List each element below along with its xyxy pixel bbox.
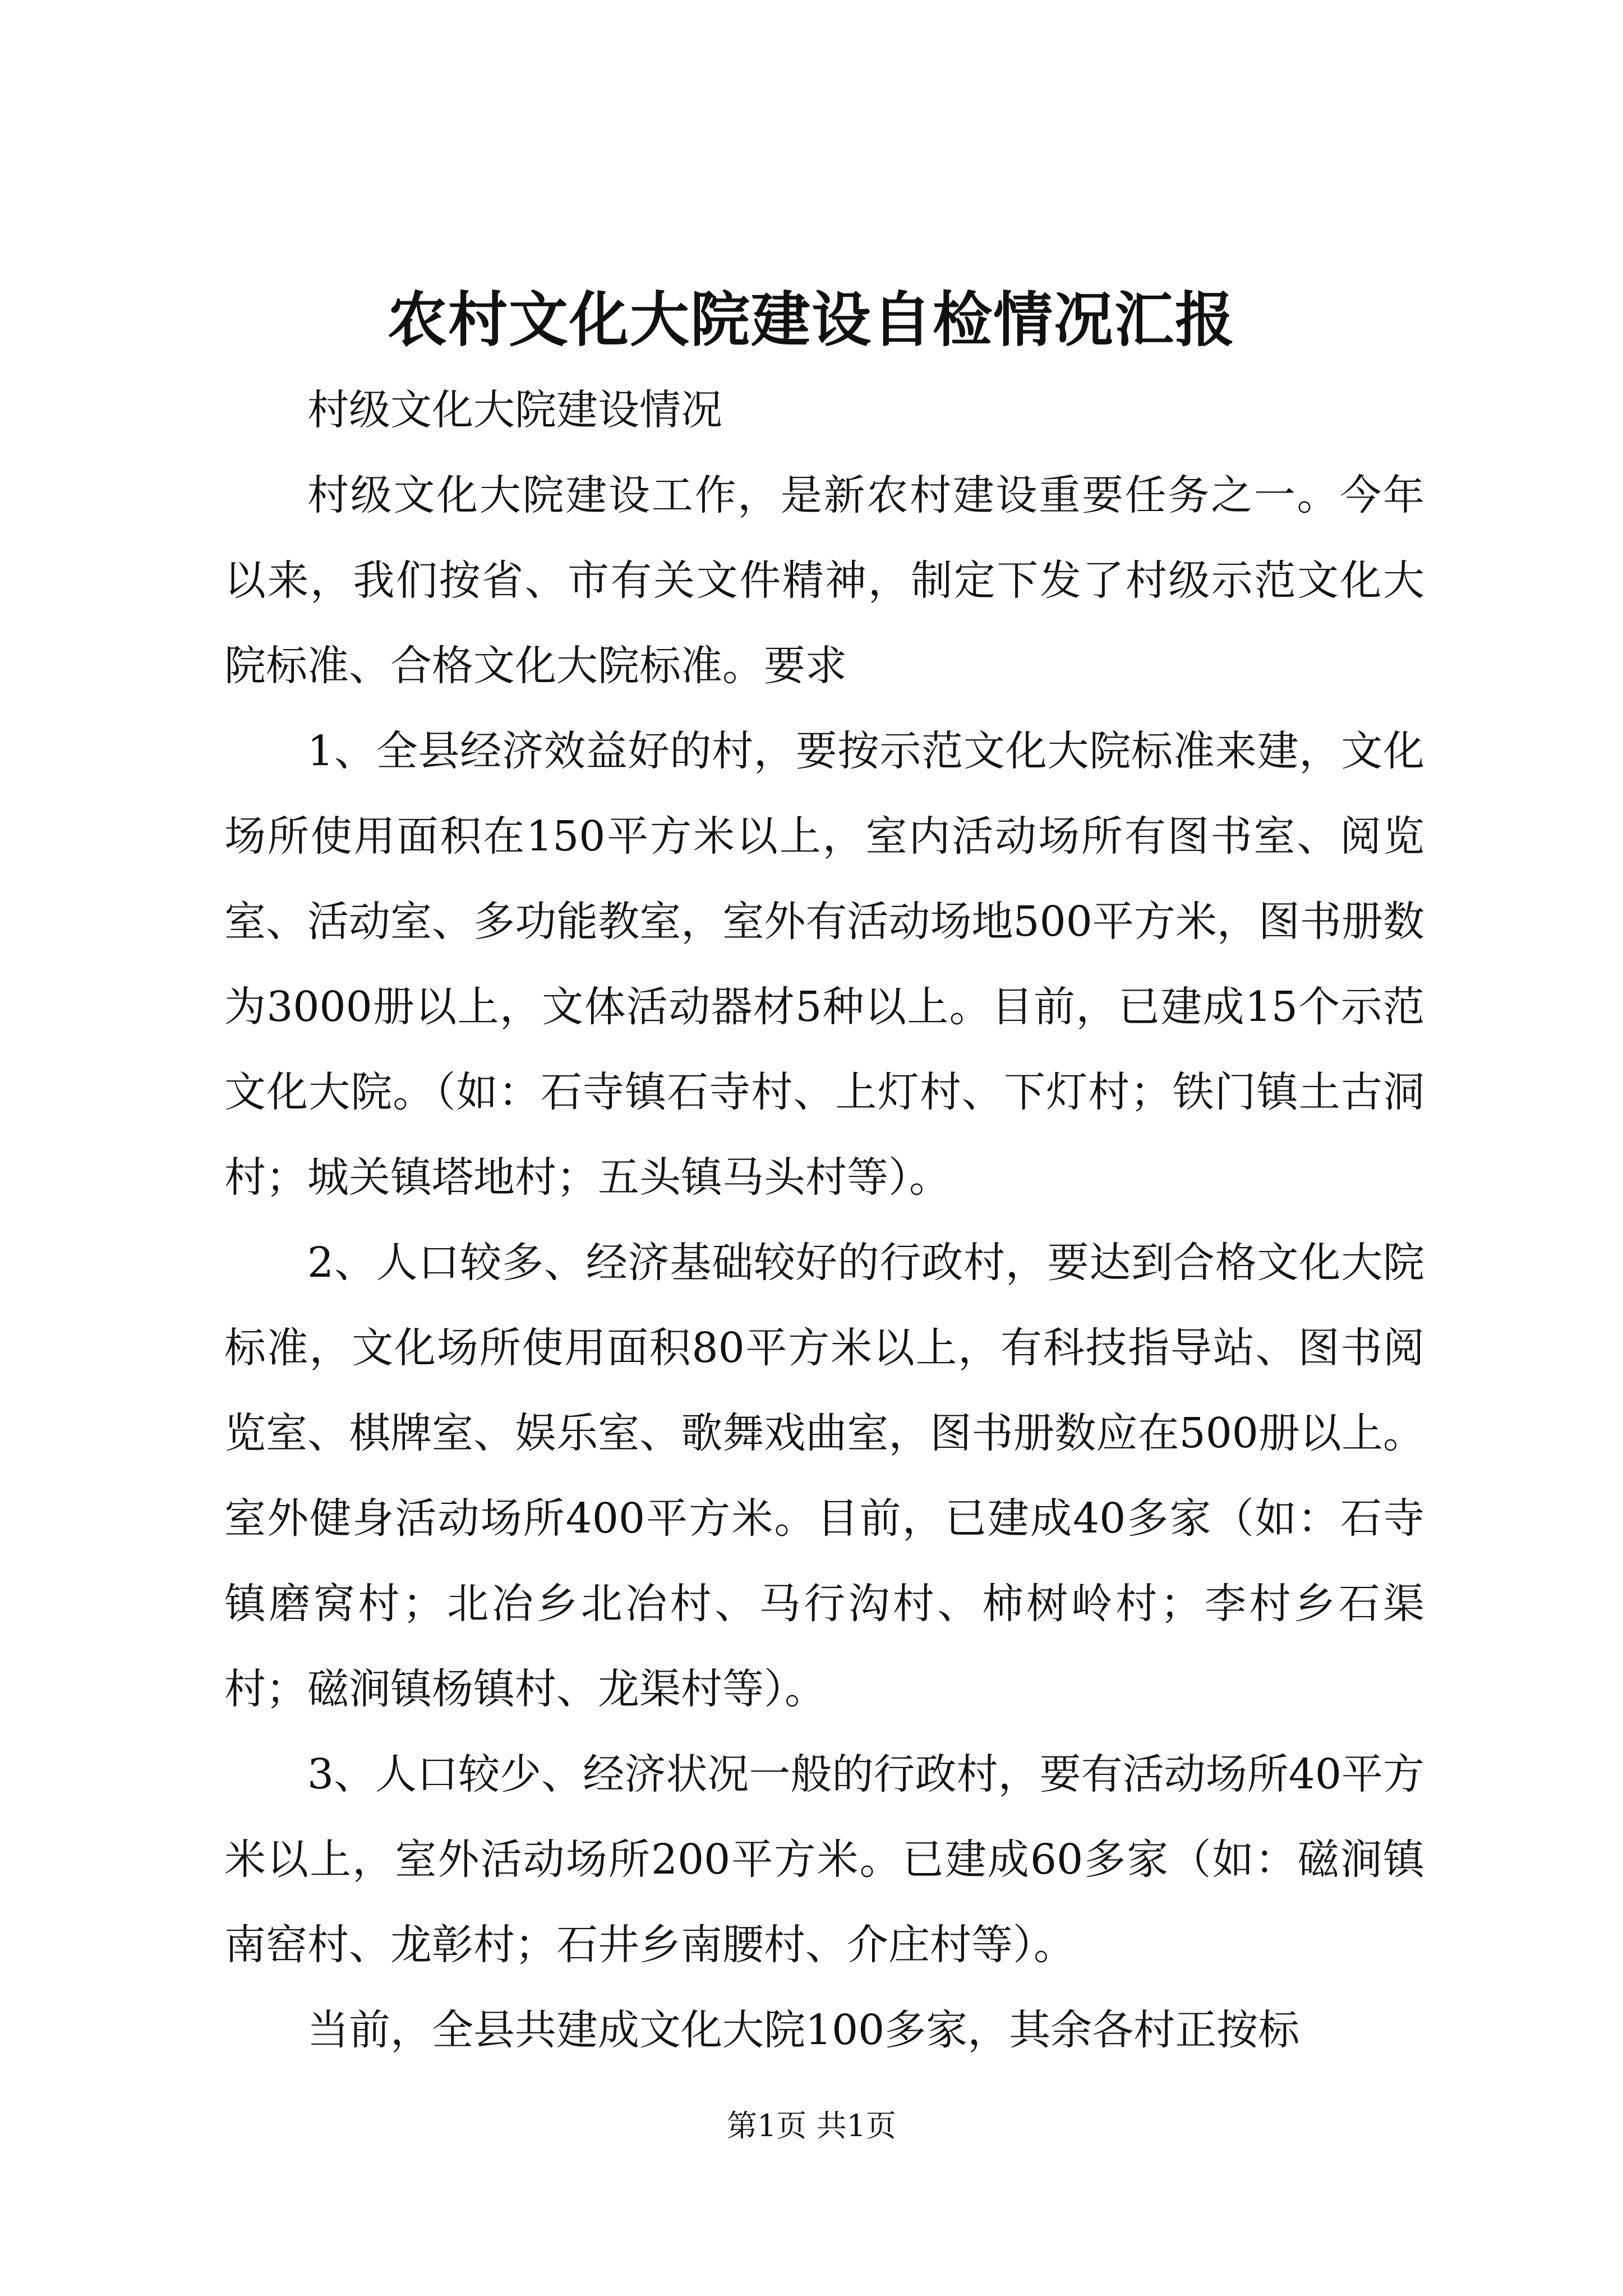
page-footer: 第1页 共1页 <box>727 2108 896 2143</box>
paragraph-item-1: 1、全县经济效益好的村，要按示范文化大院标准来建，文化场所使用面积在150平方米以上，室内活动场所有图书室、阅览室、活动室、多功能教室，室外有活动场地500平方米，图书册数为3000册以上，文体活动器材5种以上。目前，已建成15个示范文化大院。（如：石寺镇石寺村、上灯村、下灯村；铁门镇土古洞村；城关镇塔地村；五头镇马头村等）。 <box>224 727 1424 1202</box>
paragraph-item-2: 2、人口较多、经济基础较好的行政村，要达到合格文化大院标准，文化场所使用面积80平方米以上，有科技指导站、图书阅览室、棋牌室、娱乐室、歌舞戏曲室，图书册数应在500册以上。室外健身活动场所400平方米。目前，已建成40多家（如：石寺镇磨窝村；北冶乡北冶村、马行沟村、柿树岭村；李村乡石渠村；磁涧镇杨镇村、龙渠村等）。 <box>224 1239 1424 1713</box>
paragraph-item-3: 3、人口较少、经济状况一般的行政村，要有活动场所40平方米以上，室外活动场所200平方米。已建成60多家（如：磁涧镇南窑村、龙彰村；石井乡南腰村、介庄村等）。 <box>224 1750 1424 1969</box>
paragraph-subtitle: 村级文化大院建设情况 <box>307 386 722 434</box>
document-body <box>224 367 1424 2073</box>
document-title: 农村文化大院建设自检情况汇报 <box>388 284 1235 355</box>
paragraph-summary: 当前，全县共建成文化大院100多家，其余各村正按标 <box>307 2006 1300 2054</box>
paragraph-intro: 村级文化大院建设工作，是新农村建设重要任务之一。今年以来，我们按省、市有关文件精神，制定下发了村级示范文化大院标准、合格文化大院标准。要求 <box>224 471 1424 690</box>
